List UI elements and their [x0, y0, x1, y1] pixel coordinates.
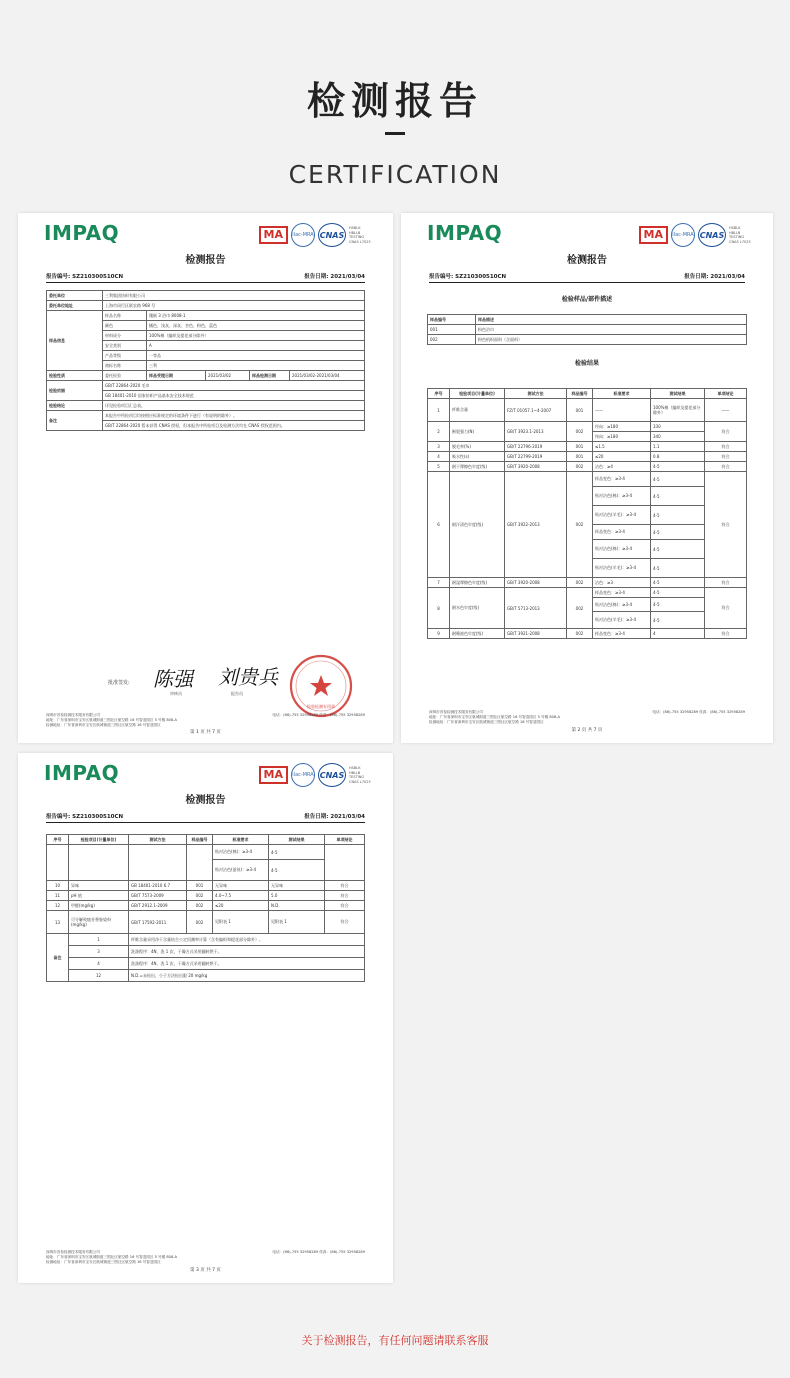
- cell-method: [129, 845, 187, 881]
- cell-no: 10: [47, 881, 69, 891]
- accreditation-text: HSBLK HBLLB TESTING CNAS L7023: [349, 226, 371, 244]
- cell-method: GB/T 17592-2011: [129, 911, 187, 934]
- signature-1: 陈强: [153, 667, 193, 691]
- result-table: [427, 388, 747, 639]
- cell-result: 无异味: [269, 881, 325, 891]
- conclusion-value: 详见检验项目汇总表。: [103, 401, 365, 411]
- cell-method: GB/T 2912.1-2009: [129, 901, 187, 911]
- cell-conclusion: 符合: [705, 472, 747, 578]
- receive-date: 2021/03/02: [206, 371, 250, 381]
- cell-method: GB/T 3920-2008: [505, 462, 567, 472]
- title-divider: [385, 132, 405, 135]
- report-meta: [46, 812, 365, 820]
- info-table: [46, 290, 365, 431]
- sample-table-wrap: [427, 314, 747, 345]
- table-row: [47, 411, 365, 421]
- col-item: 检验项目(计量单位): [450, 389, 505, 399]
- cell-item: 纤维含量: [450, 399, 505, 422]
- page-footer: [46, 713, 365, 728]
- sample-value: 三利: [147, 361, 365, 371]
- table-row: [47, 881, 365, 891]
- cell-conclusion: ——: [705, 399, 747, 422]
- cell-result: 1.1: [651, 442, 705, 452]
- footer-lab-address: 检测地址：广东省深圳市宝安区航城街道三围社区航空路 16 号智造园区: [46, 723, 161, 727]
- cell-requirement: 4.0~7.5: [213, 891, 269, 901]
- meta-rule: [46, 822, 365, 823]
- col-conclusion: 单项结论: [325, 835, 365, 845]
- cell-method: GB/T 22799-2019: [505, 452, 567, 462]
- col-no: 序号: [47, 835, 69, 845]
- table-header-row: [428, 315, 747, 325]
- conclusion-label: 检验结论: [47, 401, 103, 411]
- table-row: [47, 311, 365, 321]
- cell-requirement: 贴衬沾色(棉)：≥3-4: [593, 487, 651, 506]
- page-footer: [429, 710, 745, 725]
- client-value: 三利集团纺织有限公司: [103, 291, 365, 301]
- table-row: [47, 901, 365, 911]
- sample-value: 橘色、浅灰、深灰、杏色、粉色、蓝色: [147, 321, 365, 331]
- col-no: 序号: [428, 389, 450, 399]
- cell-item: 甲醛(mg/kg): [69, 901, 129, 911]
- footer-lab-address: 检测地址：广东省深圳市宝安区航城街道三围社区航空路 16 号智造园区: [429, 720, 544, 724]
- cell-result: N.D.: [269, 901, 325, 911]
- client-label: 委托单位: [47, 291, 103, 301]
- sample-info-label: 样品信息: [47, 311, 103, 371]
- cell-sample: 001: [567, 399, 593, 422]
- cell-no: 8: [428, 588, 450, 629]
- cell-sample: 002: [567, 422, 593, 442]
- cell-conclusion: 符合: [705, 422, 747, 442]
- report-title: 检测报告: [567, 255, 607, 266]
- impaq-logo: IMPAQ: [427, 221, 503, 245]
- report-date: 报告日期: 2021/03/04: [304, 814, 365, 820]
- sample-value: 镶嵌 3 浴巾 8008-1: [147, 311, 365, 321]
- customer-service-note: 关于检测报告，有任何问题请联系客服: [301, 1334, 489, 1347]
- basis-line: GB/T 22864-2020 毛巾: [103, 381, 365, 391]
- cell-item: [69, 845, 129, 881]
- page-title: 检测报告: [306, 79, 483, 123]
- remark-no: 1: [69, 934, 129, 946]
- remark-label: 备注: [47, 411, 103, 431]
- cell-result: 4-5: [651, 540, 705, 559]
- cell-sample: [187, 845, 213, 881]
- cell-item: 可分解致癌芳香胺染料(mg/kg): [69, 911, 129, 934]
- cell-result: 5.0: [269, 891, 325, 901]
- cell-requirement: 经向：≥180: [593, 422, 651, 432]
- table-row: [428, 629, 747, 639]
- footer-company: 深圳市首检检测技术服务有限公司: [46, 1250, 100, 1254]
- cell-no: 4: [428, 452, 450, 462]
- impaq-logo: IMPAQ: [44, 761, 120, 785]
- ilac-mra-icon: ilac-MRA: [671, 223, 695, 247]
- cell-no: 13: [47, 911, 69, 934]
- cell-result: 4-5: [651, 506, 705, 525]
- remark-no: 12: [69, 970, 129, 982]
- remark-label: 备注: [47, 934, 69, 982]
- col-requirement: 标准要求: [213, 835, 269, 845]
- cell-item: 耐汗渍色牢度(级): [450, 472, 505, 578]
- report-page-2: [401, 213, 773, 743]
- page-footer: [46, 1250, 365, 1265]
- cnas-icon: CNAS: [698, 223, 726, 247]
- cell-result: 4: [651, 629, 705, 639]
- signature-1-caption: 审核员: [170, 691, 182, 696]
- cell-conclusion: 符合: [325, 911, 365, 934]
- report-date: 报告日期: 2021/03/04: [304, 274, 365, 280]
- sample-no: 001: [428, 325, 476, 335]
- footer-company: 深圳市首检检测技术服务有限公司: [429, 710, 483, 714]
- report-page-1: [18, 213, 393, 743]
- cell-method: GB/T 3923.1-2013: [505, 422, 567, 442]
- col-conclusion: 单项结论: [705, 389, 747, 399]
- cell-sample: 002: [187, 901, 213, 911]
- cell-sample: 002: [567, 472, 593, 578]
- cell-item: 吸水性(s): [450, 452, 505, 462]
- cell-requirement: 样品变色：≥3-4: [593, 588, 651, 598]
- cell-requirement: 贴衬沾色(棉)：≥3-4: [213, 845, 269, 860]
- result-section-title: 检验结果: [574, 360, 599, 367]
- cnas-icon: CNAS: [318, 223, 346, 247]
- table-row: [428, 452, 747, 462]
- cell-item: 耐唾液色牢度(级): [450, 629, 505, 639]
- table-row: [47, 958, 365, 970]
- cell-result: 4-5: [651, 598, 705, 612]
- report-meta: [429, 272, 745, 280]
- accreditation-text: HSBLK HBLLB TESTING CNAS L7023: [349, 766, 371, 784]
- result-table-wrap: [46, 834, 365, 982]
- cell-requirement: 贴衬沾色(羊毛)：≥3-4: [593, 506, 651, 525]
- cell-result: 4-5: [651, 462, 705, 472]
- table-row: [47, 845, 365, 860]
- page-subtitle: CERTIFICATION: [288, 160, 502, 189]
- cell-method: FZ/T 01057.1~4-2007: [505, 399, 567, 422]
- footer-contact: 电话：(86)-755 32958289 传真：(86)-755 32958289: [652, 710, 745, 714]
- cell-conclusion: 符合: [325, 901, 365, 911]
- cell-requirement: 沾色：≥3: [593, 578, 651, 588]
- cell-conclusion: 符合: [705, 578, 747, 588]
- table-header-row: [47, 835, 365, 845]
- sample-no: 002: [428, 335, 476, 345]
- table-row: [47, 301, 365, 311]
- cell-method: GB/T 3922-2013: [505, 472, 567, 578]
- sample-key: 安全类别: [103, 341, 147, 351]
- cell-result: 100%棉（编织及提花部分除外）: [651, 399, 705, 422]
- cell-conclusion: 符合: [325, 881, 365, 891]
- sample-section-title: 检验样品/部件描述: [561, 296, 613, 303]
- cell-no: 7: [428, 578, 450, 588]
- table-row: [47, 381, 365, 391]
- cell-conclusion: 符合: [705, 629, 747, 639]
- cell-no: 5: [428, 462, 450, 472]
- sample-key: 颜色: [103, 321, 147, 331]
- table-row: [47, 291, 365, 301]
- cell-item: 耐湿摩擦色牢度(级): [450, 578, 505, 588]
- inspect-label: 检验性质: [47, 371, 103, 381]
- result-table-cont: [46, 834, 365, 982]
- report-number: 报告编号: SZ210300510CN: [46, 814, 124, 820]
- col-item: 检验项目(计量单位): [69, 835, 129, 845]
- cell-method: GB 18401-2010 6.7: [129, 881, 187, 891]
- client-address-label: 委托单位地址: [47, 301, 103, 311]
- cell-no: 6: [428, 472, 450, 578]
- meta-rule: [429, 282, 745, 283]
- cell-sample: 001: [567, 442, 593, 452]
- cell-no: 9: [428, 629, 450, 639]
- cell-result: 4-5: [269, 860, 325, 881]
- cell-conclusion: [325, 845, 365, 881]
- accreditation-marks: [259, 222, 371, 248]
- remark-text: 洗涤程序：4N，洗 1 次，干燥方式采用翻转烘干。: [129, 958, 365, 970]
- cell-result: 4-5: [269, 845, 325, 860]
- col-method: 测试方法: [505, 389, 567, 399]
- cell-item: 耐水色牢度(级): [450, 588, 505, 629]
- table-header-row: [428, 389, 747, 399]
- receive-date-label: 样品受理日期: [147, 371, 206, 381]
- table-row: [428, 325, 747, 335]
- table-row: [428, 335, 747, 345]
- col-requirement: 标准要求: [593, 389, 651, 399]
- table-row: [428, 578, 747, 588]
- remark-line: GB/T 22864-2020 暂未获得 CNAS 授权，但本报告中所检项目及检测方法均在 CNAS 授权范围内。: [103, 421, 365, 431]
- meta-rule: [46, 282, 365, 283]
- footer-contact: 电话：(86)-755 32958289 传真：(86)-755 32958289: [272, 1250, 365, 1254]
- sample-key: 商标名称: [103, 361, 147, 371]
- footer-address: 地址：广东省深圳市宝安区航城街道三围社区航空路 16 号智造园区 5 号楼 808-A: [429, 715, 560, 719]
- cell-item: 耐干摩擦色牢度(级): [450, 462, 505, 472]
- remark-text: 洗涤程序：4N，洗 1 次，干燥方式采用翻转烘干。: [129, 946, 365, 958]
- cell-requirement: 见附表 1: [213, 911, 269, 934]
- table-row: [428, 588, 747, 598]
- cell-no: 3: [428, 442, 450, 452]
- cell-conclusion: 符合: [325, 891, 365, 901]
- cell-no: 12: [47, 901, 69, 911]
- client-address-value: 上海市闵行区联农路 968 号: [103, 301, 365, 311]
- cell-no: 1: [428, 399, 450, 422]
- cell-requirement: 样品变色：≥3-4: [593, 629, 651, 639]
- cell-result: 见附表 1: [269, 911, 325, 934]
- page-number: 第 3 页 共 7 页: [190, 1268, 221, 1273]
- sample-key: 产品等级: [103, 351, 147, 361]
- cell-requirement: 沾色：≥4: [593, 462, 651, 472]
- cell-result: 4-5: [651, 472, 705, 487]
- col-result: 测试结果: [269, 835, 325, 845]
- cell-item: pH 值: [69, 891, 129, 901]
- cell-result: 340: [651, 432, 705, 442]
- col-sample-no: 样品编号: [428, 315, 476, 325]
- basis-line: GB 18401-2010 国家纺织产品基本安全技术规范: [103, 391, 365, 401]
- cell-method: GB/T 22796-2019: [505, 442, 567, 452]
- cell-conclusion: 符合: [705, 452, 747, 462]
- signature-2: 刘贵兵: [218, 665, 278, 689]
- remark-no: 3: [69, 946, 129, 958]
- impaq-logo: IMPAQ: [44, 221, 120, 245]
- accreditation-text: HSBLK HBLLB TESTING CNAS L7023: [729, 226, 751, 244]
- footer-address: 地址：广东省深圳市宝安区航城街道三围社区航空路 16 号智造园区 5 号楼 808-A: [46, 1255, 177, 1259]
- table-row: [47, 970, 365, 982]
- cell-sample: 002: [567, 578, 593, 588]
- page-number: 第 2 页 共 7 页: [571, 728, 603, 733]
- accreditation-marks: [639, 222, 751, 248]
- cell-requirement: 样品变色：≥3-4: [593, 525, 651, 540]
- page-number: 第 1 页 共 7 页: [190, 730, 221, 735]
- ma-mark-icon: MA: [639, 226, 668, 244]
- ilac-mra-icon: ilac-MRA: [291, 223, 315, 247]
- cell-requirement: ≤1.5: [593, 442, 651, 452]
- cell-method: GB/T 3920-2008: [505, 578, 567, 588]
- footer-lab-address: 检测地址：广东省深圳市宝安区航城街道三围社区航空路 16 号智造园区: [46, 1260, 161, 1264]
- cell-requirement: 贴衬沾色(棉)：≥3-4: [593, 598, 651, 612]
- table-row: [47, 946, 365, 958]
- cell-method: GB/T 7573-2009: [129, 891, 187, 901]
- cell-requirement: ——: [593, 399, 651, 422]
- cell-sample: 001: [187, 881, 213, 891]
- sample-key: 材料成分: [103, 331, 147, 341]
- cell-no: 11: [47, 891, 69, 901]
- info-table-wrap: [46, 290, 365, 431]
- remark-text: 纤维含量采用净干含量结合公定回潮率计算（含有编织和提花部分除外）。: [129, 934, 365, 946]
- result-table-wrap: [427, 388, 747, 639]
- cell-no: [47, 845, 69, 881]
- cell-result: 4-5: [651, 612, 705, 629]
- approver-label: 批准签发:: [108, 680, 130, 686]
- footer-address: 地址：广东省深圳市宝安区航城街道三围社区航空路 16 号智造园区 5 号楼 808-A: [46, 718, 177, 722]
- cell-method: GB/T 3921-2008: [505, 629, 567, 639]
- cell-conclusion: 符合: [705, 442, 747, 452]
- cell-result: 4-5: [651, 578, 705, 588]
- sample-key: 样品名称: [103, 311, 147, 321]
- sample-table: [427, 314, 747, 345]
- footer-company: 深圳市首检检测技术服务有限公司: [46, 713, 100, 717]
- cell-sample: 002: [567, 588, 593, 629]
- cell-conclusion: 符合: [705, 588, 747, 629]
- table-row: [47, 911, 365, 934]
- cell-sample: 002: [187, 911, 213, 934]
- col-sample: 样品编号: [567, 389, 593, 399]
- signature-2-caption: 报告员: [231, 691, 243, 696]
- report-title: 检测报告: [185, 795, 226, 806]
- cell-result: 4-5: [651, 525, 705, 540]
- cell-requirement: ≤20: [593, 452, 651, 462]
- cell-result: 4-5: [651, 487, 705, 506]
- table-row: [47, 891, 365, 901]
- cell-sample: 002: [187, 891, 213, 901]
- basis-label: 检验依据: [47, 381, 103, 401]
- official-seal-icon: [288, 653, 354, 719]
- sample-value: 100%棉（编织及提花部分除外）: [147, 331, 365, 341]
- col-method: 测试方法: [129, 835, 187, 845]
- cell-requirement: 贴衬沾色(棉)：≥3-4: [593, 540, 651, 559]
- cell-result: 330: [651, 422, 705, 432]
- cell-requirement: 纬向：≥180: [593, 432, 651, 442]
- col-result: 测试结果: [651, 389, 705, 399]
- cnas-icon: CNAS: [318, 763, 346, 787]
- report-number: 报告编号: SZ210300510CN: [46, 274, 124, 280]
- report-meta: [46, 272, 365, 280]
- cell-sample: 002: [567, 629, 593, 639]
- cell-conclusion: 符合: [705, 462, 747, 472]
- table-row: [47, 371, 365, 381]
- test-date: 2021/03/02-2021/03/04: [290, 371, 365, 381]
- sample-desc: 粉色浴巾: [476, 325, 747, 335]
- cell-requirement: 贴衬沾色(蚕丝)：≥3-4: [213, 860, 269, 881]
- inspect-value: 委托检验: [103, 371, 147, 381]
- report-number: 报告编号: SZ210300510CN: [429, 274, 507, 280]
- cell-requirement: 贴衬沾色(羊毛)：≥3-4: [593, 612, 651, 629]
- cell-result: 4-5: [651, 588, 705, 598]
- table-row: [428, 442, 747, 452]
- ma-mark-icon: MA: [259, 226, 288, 244]
- cell-requirement: ≤20: [213, 901, 269, 911]
- sample-value: 一等品: [147, 351, 365, 361]
- remark-text: N.D.=未检出，小于方法检出限 20 mg/kg: [129, 970, 365, 982]
- cell-result: 4-5: [651, 559, 705, 578]
- table-row: [428, 422, 747, 432]
- report-page-3: [18, 753, 393, 1283]
- table-row: [428, 399, 747, 422]
- ilac-mra-icon: ilac-MRA: [291, 763, 315, 787]
- remark-no: 4: [69, 958, 129, 970]
- ma-mark-icon: MA: [259, 766, 288, 784]
- cell-item: 脱毛率(%): [450, 442, 505, 452]
- table-row: [47, 934, 365, 946]
- seal-text: 检验检测专用章: [307, 704, 335, 709]
- table-row: [428, 472, 747, 487]
- sample-desc: 粉色机织面料（含面料）: [476, 335, 747, 345]
- cell-result: 0.8: [651, 452, 705, 462]
- cell-sample: 001: [567, 452, 593, 462]
- remark-line: 本报告中所检项目均按相应标准规定的环境条件下进行（有说明的除外）。: [103, 411, 365, 421]
- cell-requirement: 样品变色：≥3-4: [593, 472, 651, 487]
- sample-value: A: [147, 341, 365, 351]
- cell-method: GB/T 5713-2013: [505, 588, 567, 629]
- test-date-label: 样品检测日期: [250, 371, 290, 381]
- cell-item: 断裂强力(N): [450, 422, 505, 442]
- table-row: [428, 462, 747, 472]
- accreditation-marks: [259, 762, 371, 788]
- footer-contact: 电话：(86)-755 32958289 传真：(86)-755 32958289: [272, 713, 365, 717]
- report-title: 检测报告: [185, 255, 226, 266]
- cell-item: 异味: [69, 881, 129, 891]
- cell-no: 2: [428, 422, 450, 442]
- col-sample: 样品编号: [187, 835, 213, 845]
- cell-requirement: 无异味: [213, 881, 269, 891]
- cell-sample: 002: [567, 462, 593, 472]
- report-date: 报告日期: 2021/03/04: [684, 274, 745, 280]
- cell-requirement: 贴衬沾色(羊毛)：≥3-4: [593, 559, 651, 578]
- col-sample-desc: 样品描述: [476, 315, 747, 325]
- table-row: [47, 401, 365, 411]
